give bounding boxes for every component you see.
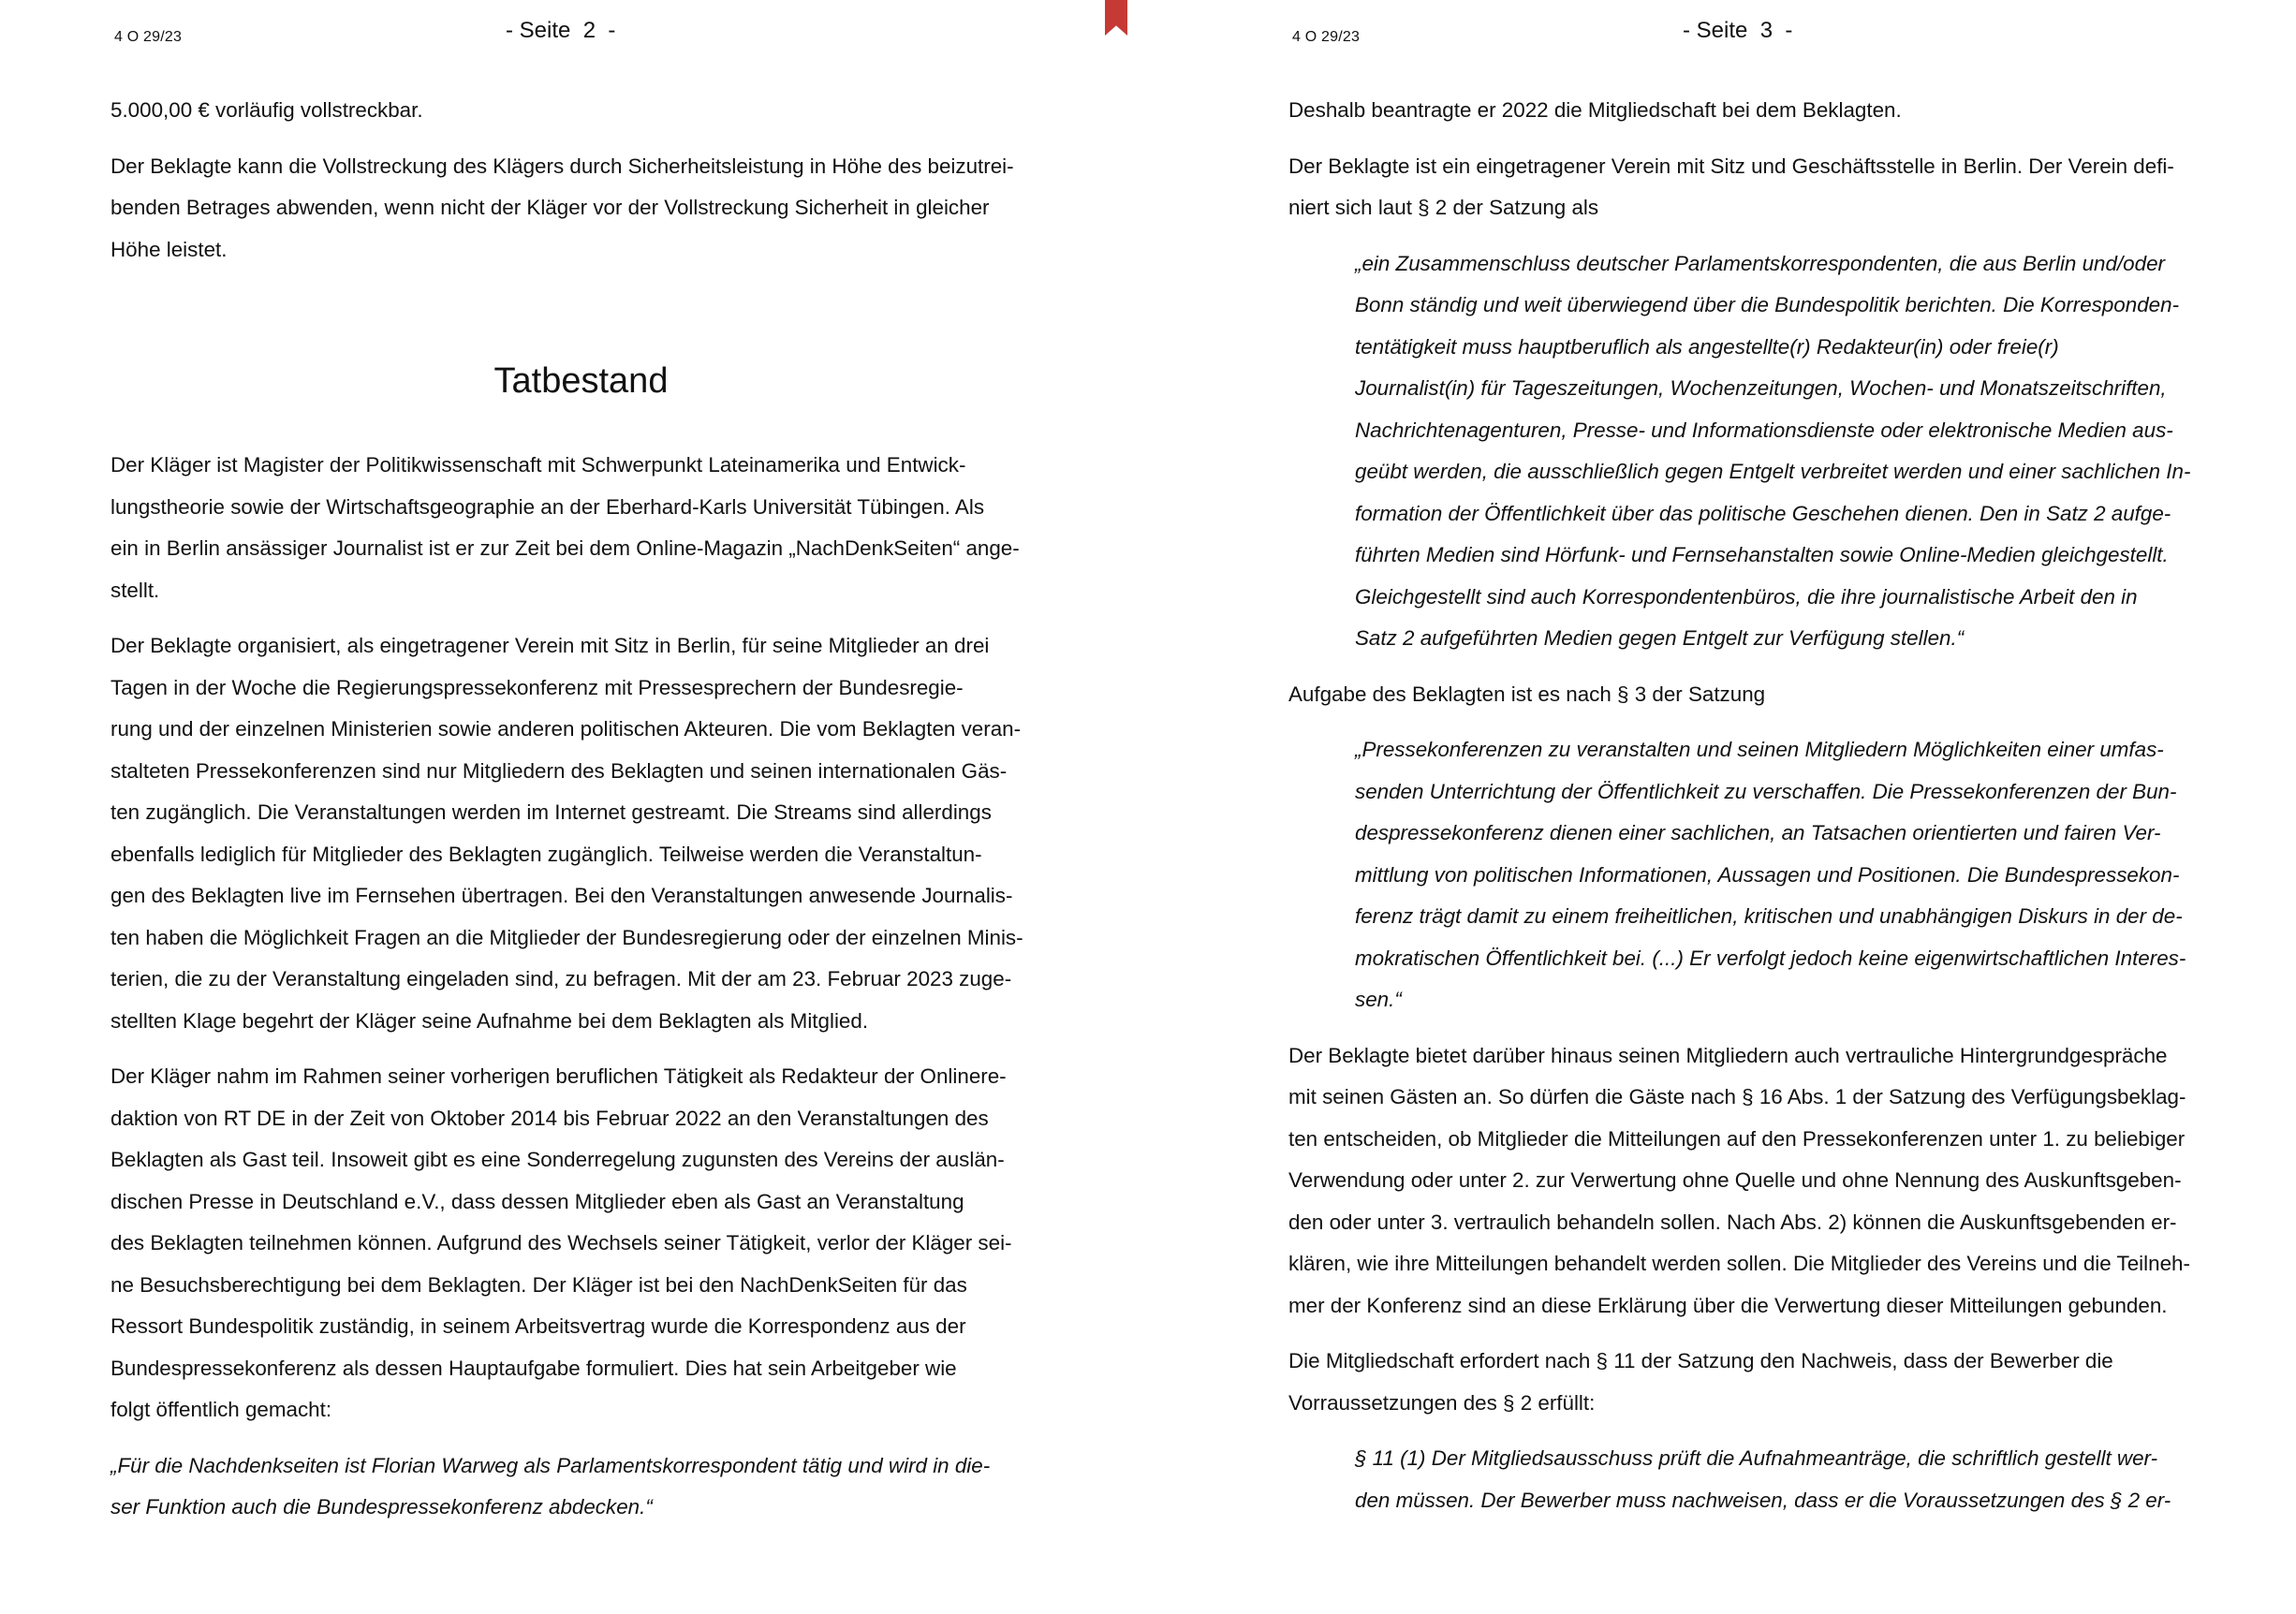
text-line: ten zugänglich. Die Veranstaltungen werden im Internet gestreamt. Die Streams sind allerdings bbox=[110, 800, 992, 824]
case-reference: 4 O 29/23 bbox=[114, 29, 183, 45]
text-line: ne Besuchsberechtigung bei dem Beklagten. Der Kläger ist bei den NachDenkSeiten für das bbox=[110, 1272, 967, 1297]
text-line: rung und der einzelnen Ministerien sowie anderen politischen Akteuren. Die vom Beklagten veran- bbox=[110, 717, 1022, 741]
text-line: Deshalb beantragte er 2022 die Mitgliedschaft bei dem Beklagten. bbox=[1288, 98, 1902, 122]
block-quote bbox=[1355, 1438, 2234, 1521]
text-line: ser Funktion auch die Bundespressekonferenz abdecken.“ bbox=[110, 1495, 653, 1519]
text-line: gen des Beklagten live im Fernsehen übertragen. Bei den Veranstaltungen anwesende Journalis- bbox=[110, 884, 1013, 907]
text-line: Höhe leistet. bbox=[110, 237, 228, 261]
text-line: Der Beklagte organisiert, als eingetragener Verein mit Sitz in Berlin, für seine Mitglieder an drei bbox=[110, 634, 990, 657]
text-line: senden Unterrichtung der Öffentlichkeit zu verschaffen. Die Pressekonferenzen der Bun- bbox=[1355, 779, 2177, 803]
text-line: Nachrichtenagenturen, Presse- und Informationsdienste oder elektronische Medien aus- bbox=[1355, 418, 2173, 442]
text-line: Die Mitgliedschaft erfordert nach § 11 der Satzung den Nachweis, dass der Bewerber die bbox=[1288, 1349, 2113, 1372]
text-line: Bundespressekonferenz als dessen Hauptaufgabe formuliert. Dies hat sein Arbeitgeber wie bbox=[110, 1356, 957, 1380]
text-line: lungstheorie sowie der Wirtschaftsgeographie an der Eberhard-Karls Universität Tübingen. Als bbox=[110, 494, 985, 519]
page-body bbox=[1288, 90, 2234, 1521]
text-line: daktion von RT DE in der Zeit von Oktober 2014 bis Februar 2022 an den Veranstaltungen des bbox=[110, 1106, 989, 1130]
text-line: mittlung von politischen Informationen, Aussagen und Positionen. Die Bundespressekon- bbox=[1355, 862, 2180, 887]
text-line: folgt öffentlich gemacht: bbox=[110, 1398, 332, 1421]
text-line: ten haben die Möglichkeit Fragen an die Mitglieder der Bundesregierung oder der einzelnen Minis- bbox=[110, 925, 1023, 949]
text-line: Satz 2 aufgeführten Medien gegen Entgelt zur Verfügung stellen.“ bbox=[1355, 626, 1965, 650]
text-line: stellt. bbox=[110, 578, 160, 602]
block-quote bbox=[110, 1445, 1052, 1529]
text-line: Der Beklagte ist ein eingetragener Verein mit Sitz und Geschäftsstelle in Berlin. Der Verein defi- bbox=[1288, 154, 2174, 178]
text-line: mokratischen Öffentlichkeit bei. (...) Er verfolgt jedoch keine eigenwirtschaftlichen Interes- bbox=[1355, 946, 2186, 970]
paragraph bbox=[110, 146, 1052, 271]
text-line: den oder unter 3. vertraulich behandeln sollen. Nach Abs. 2) können die Auskunftsgebenden er- bbox=[1288, 1210, 2177, 1234]
paragraph bbox=[110, 1056, 1052, 1431]
text-line: stalteten Pressekonferenzen sind nur Mitgliedern des Beklagten und seinen internationalen Gäs- bbox=[110, 758, 1008, 783]
text-line: benden Betrages abwenden, wenn nicht der Kläger vor der Vollstreckung Sicherheit in gleicher bbox=[110, 196, 990, 219]
text-line: Der Beklagte kann die Vollstreckung des Klägers durch Sicherheitsleistung in Höhe des beizutrei- bbox=[110, 154, 1014, 178]
text-line: Der Kläger ist Magister der Politikwissenschaft mit Schwerpunkt Lateinamerika und Entwick- bbox=[110, 453, 966, 477]
text-line: ebenfalls lediglich für Mitglieder des Beklagten zugänglich. Teilweise werden die Veranstaltun- bbox=[110, 842, 982, 866]
page-number: - Seite 2 - bbox=[506, 18, 616, 43]
text-line: Aufgabe des Beklagten ist es nach § 3 der Satzung bbox=[1288, 682, 1766, 706]
text-line: ein in Berlin ansässiger Journalist ist er zur Zeit bei dem Online-Magazin „NachDenkSeiten“ ange- bbox=[110, 536, 1020, 560]
text-line: sen.“ bbox=[1355, 988, 1402, 1011]
text-line: Tagen in der Woche die Regierungspressekonferenz mit Pressesprechern der Bundesregie- bbox=[110, 675, 964, 699]
section-heading: Tatbestand bbox=[493, 361, 669, 401]
text-line: „Pressekonferenzen zu veranstalten und seinen Mitgliedern Möglichkeiten einer umfas- bbox=[1355, 738, 2164, 761]
case-reference: 4 O 29/23 bbox=[1292, 29, 1361, 45]
text-line: formation der Öffentlichkeit über das politische Geschehen dienen. Den in Satz 2 aufge- bbox=[1355, 501, 2171, 525]
text-line: niert sich laut § 2 der Satzung als bbox=[1288, 196, 1599, 219]
text-line: „ein Zusammenschluss deutscher Parlamentskorrespondenten, die aus Berlin und/oder bbox=[1355, 251, 2165, 275]
paragraph bbox=[1288, 1341, 2234, 1424]
paragraph bbox=[1288, 1035, 2234, 1328]
paragraph bbox=[110, 625, 1052, 1042]
text-line: des Beklagten teilnehmen können. Aufgrund des Wechsels seiner Tätigkeit, verlor der Kläger sei- bbox=[110, 1231, 1012, 1255]
text-line: stellten Klage begehrt der Kläger seine Aufnahme bei dem Beklagten als Mitglied. bbox=[110, 1008, 869, 1033]
text-line: geübt werden, die ausschließlich gegen Entgelt verbreitet werden und einer sachlichen In- bbox=[1355, 460, 2191, 483]
text-line: Beklagten als Gast teil. Insoweit gibt es eine Sonderregelung zugunsten des Vereins der auslän- bbox=[110, 1148, 1005, 1171]
text-line: den müssen. Der Bewerber muss nachweisen, dass er die Voraussetzungen des § 2 er- bbox=[1355, 1488, 2171, 1512]
text-line: 5.000,00 € vorläufig vollstreckbar. bbox=[110, 98, 423, 122]
text-line: mer der Konferenz sind an diese Erklärung über die Verwertung dieser Mitteilungen gebunden. bbox=[1288, 1293, 2168, 1317]
text-line: Ressort Bundespolitik zuständig, in seinem Arbeitsvertrag wurde die Korrespondenz aus der bbox=[110, 1314, 966, 1338]
page-number: - Seite 3 - bbox=[1683, 18, 1793, 43]
paragraph bbox=[1288, 674, 2234, 716]
text-line: despressekonferenz dienen einer sachlichen, an Tatsachen orientierten und fairen Ver- bbox=[1355, 821, 2161, 844]
text-line: dischen Presse in Deutschland e.V., dass dessen Mitglieder eben als Gast an Veranstaltung bbox=[110, 1189, 964, 1213]
text-line: Vorraussetzungen des § 2 erfüllt: bbox=[1288, 1390, 1596, 1415]
text-line: ferenz trägt damit zu einem freiheitlichen, kritischen und unabhängigen Diskurs in der de- bbox=[1355, 904, 2183, 928]
block-quote bbox=[1355, 729, 2234, 1021]
text-line: „Für die Nachdenkseiten ist Florian Warweg als Parlamentskorrespondent tätig und wird in die- bbox=[110, 1453, 991, 1477]
paragraph bbox=[110, 90, 1052, 132]
text-line: klären, wie ihre Mitteilungen behandelt werden sollen. Die Mitglieder des Vereins und die Teilneh- bbox=[1288, 1252, 2190, 1275]
paragraph bbox=[110, 445, 1052, 611]
text-line: tentätigkeit muss hauptberuflich als angestellte(r) Redakteur(in) oder freie(r) bbox=[1355, 334, 2059, 359]
document-page-right bbox=[1148, 0, 2296, 1614]
text-line: § 11 (1) Der Mitgliedsausschuss prüft die Aufnahmeanträge, die schriftlich gestellt wer- bbox=[1355, 1446, 2158, 1470]
block-quote bbox=[1355, 243, 2234, 660]
text-line: Journalist(in) für Tageszeitungen, Wochenzeitungen, Wochen- und Monatszeitschriften, bbox=[1355, 376, 2167, 400]
text-line: terien, die zu der Veranstaltung eingeladen sind, zu befragen. Mit der am 23. Februar 2023 zuge- bbox=[110, 967, 1012, 990]
text-line: Der Kläger nahm im Rahmen seiner vorherigen beruflichen Tätigkeit als Redakteur der Onlinere- bbox=[110, 1064, 1007, 1088]
text-line: führten Medien sind Hörfunk- und Fernsehanstalten sowie Online-Medien gleichgestellt. bbox=[1355, 543, 2169, 566]
text-line: Bonn ständig und weit überwiegend über die Bundespolitik berichten. Die Korresponden- bbox=[1355, 293, 2180, 316]
text-line: Gleichgestellt sind auch Korrespondentenbüros, die ihre journalistische Arbeit den in bbox=[1355, 584, 2138, 609]
paragraph bbox=[1288, 90, 2234, 132]
paragraph bbox=[1288, 146, 2234, 229]
text-line: Der Beklagte bietet darüber hinaus seinen Mitgliedern auch vertrauliche Hintergrundgespräche bbox=[1288, 1043, 2168, 1067]
text-line: Verwendung oder unter 2. zur Verwertung ohne Quelle und ohne Nennung des Auskunftsgeben- bbox=[1288, 1168, 2182, 1192]
page-body bbox=[110, 90, 1052, 1529]
text-line: mit seinen Gästen an. So dürfen die Gäste nach § 16 Abs. 1 der Satzung des Verfügungsbeklag- bbox=[1288, 1085, 2186, 1108]
text-line: ten entscheiden, ob Mitglieder die Mitteilungen auf den Pressekonferenzen unter 1. zu beliebiger bbox=[1288, 1126, 2186, 1151]
